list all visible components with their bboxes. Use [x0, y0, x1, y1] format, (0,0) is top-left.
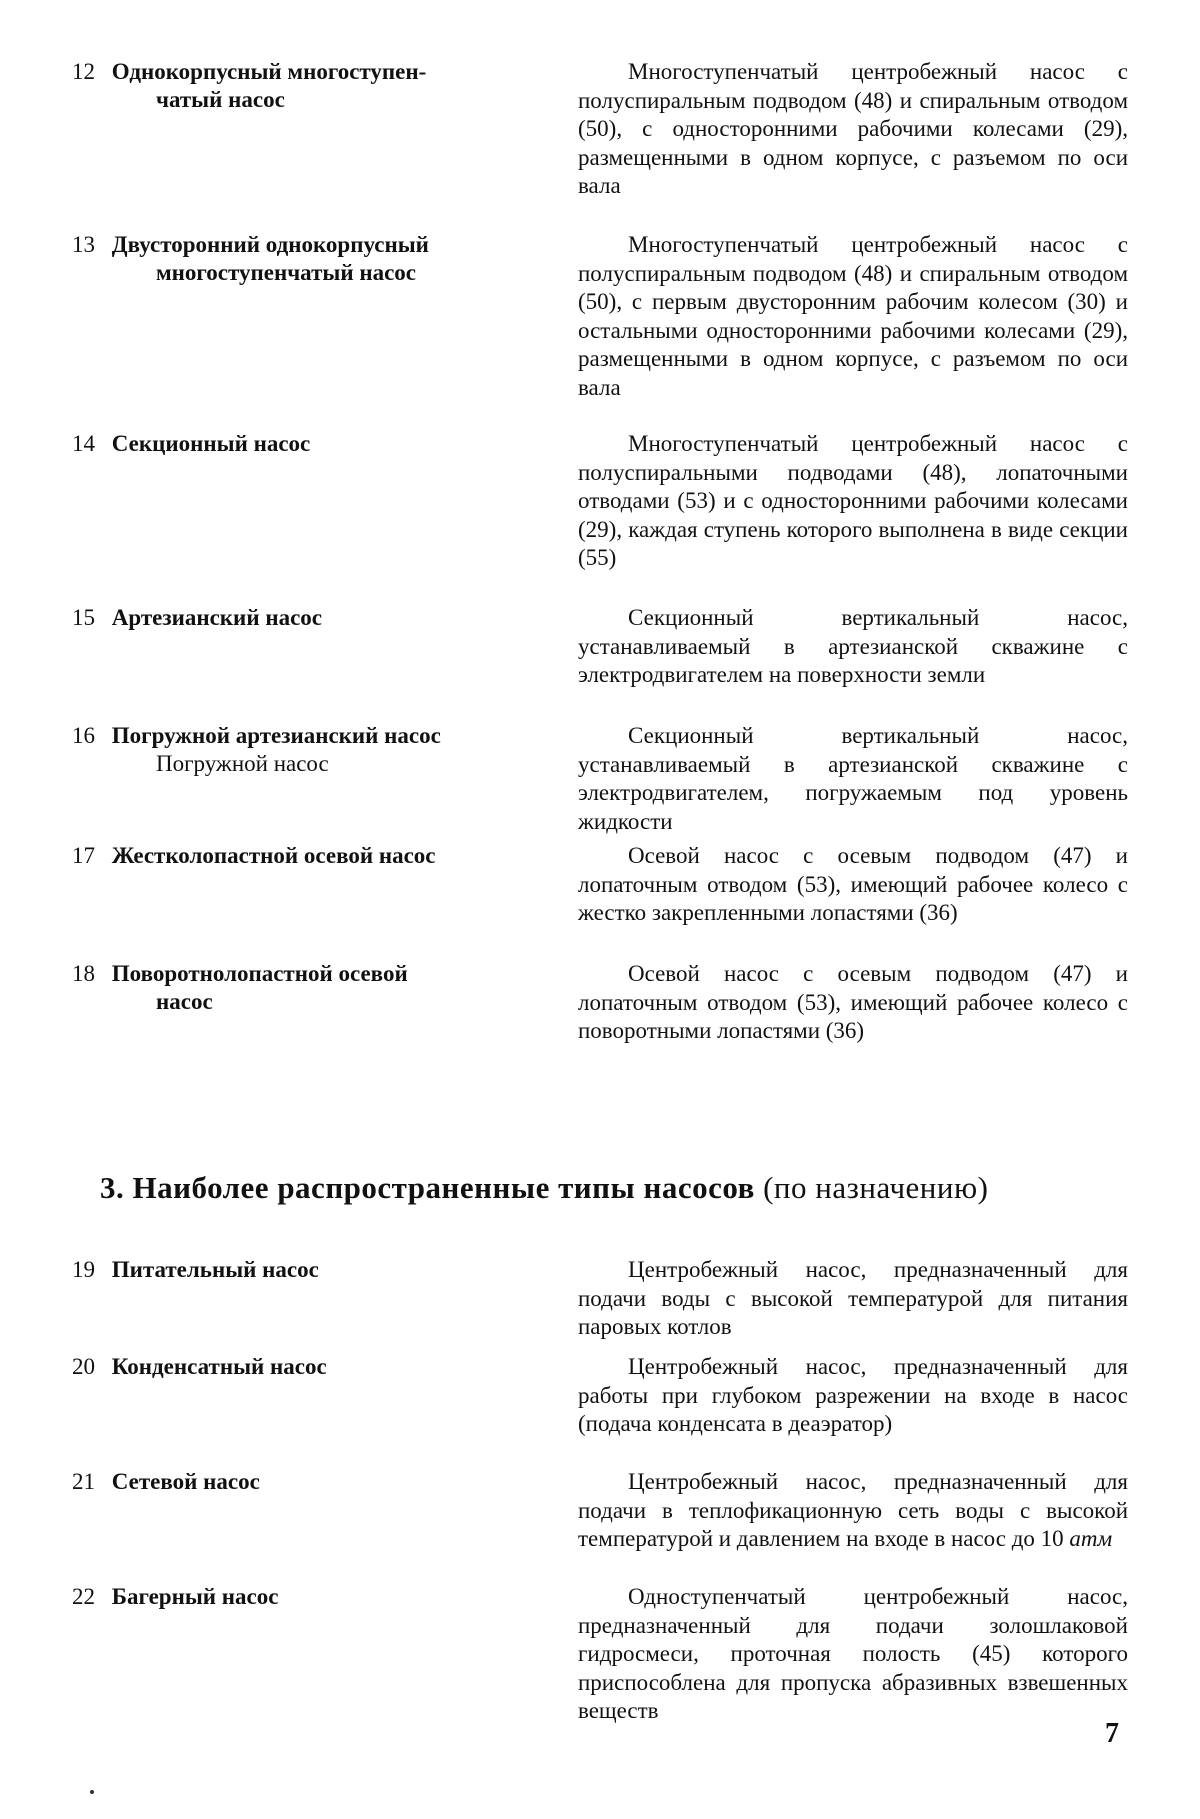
term	[72, 58, 552, 114]
term-line: Однокорпусный многоступен-	[112, 59, 427, 84]
definition: Осевой насос с осевым подводом (47) и лопаточным отводом (53), имеющий рабочее колесо с жестко закрепленными лопастями (36)	[578, 842, 1128, 928]
term-line: чатый насос	[72, 86, 552, 114]
term-line: Двусторонний однокорпусный	[112, 232, 429, 257]
definition: Секционный вертикальный насос, устанавливаемый в артезианской скважине с электродвигателем на поверхности земли	[578, 604, 1128, 690]
term-line: Конденсатный насос	[112, 1354, 327, 1379]
definition: Секционный вертикальный насос, устанавливаемый в артезианской скважине с электродвигателем, погружаемым под уровень жидкости	[578, 722, 1128, 836]
term	[72, 231, 552, 287]
definition: Многоступенчатый центробежный насос с полуспиральными подводами (48), лопаточными отводами (53) и с односторонними рабочими колесами (29), каждая ступень которого выполнена в виде секции (55)	[578, 430, 1128, 573]
definition-text: Центробежный насос, предназначенный для подачи в теплофикационную сеть воды с высокой температурой и давлением на входе в насос до 10	[578, 1469, 1128, 1551]
term	[72, 1256, 552, 1284]
definition: Одноступенчатый центробежный насос, предназначенный для подачи золошлаковой гидросмеси, проточная полость (45) которого приспособлена для пропуска абразивных взвешенных веществ	[578, 1583, 1128, 1726]
definition: Многоступенчатый центробежный насос с полуспиральным подводом (48) и спиральным отводом (50), с первым двусторонним рабочим колесом (30) и остальными односторонними рабочими колесами (29), размещенными в одном корпусе, с разъемом по оси вала	[578, 231, 1128, 402]
document-page	[0, 0, 1200, 1819]
term-line: Сетевой насос	[112, 1469, 260, 1494]
term	[72, 430, 552, 458]
definition: Центробежный насос, предназначенный для подачи воды с высокой температурой для питания паровых котлов	[578, 1256, 1128, 1342]
definition: Центробежный насос, предназначенный для работы при глубоком разрежении на входе в насос (подача конденсата в деаэратор)	[578, 1353, 1128, 1439]
section-number: 3.	[100, 1170, 124, 1205]
entry-number: 13	[72, 231, 106, 259]
definition: Многоступенчатый центробежный насос с полуспиральным подводом (48) и спиральным отводом (50), с односторонними рабочими колесами (29), размещенными в одном корпусе, с разъемом по оси вала	[578, 58, 1128, 201]
entry-number: 15	[72, 604, 106, 632]
entry-number: 12	[72, 58, 106, 86]
entry-number: 17	[72, 842, 106, 870]
unit-atm: атм	[1069, 1526, 1112, 1551]
term-synonym: Погружной насос	[72, 750, 552, 778]
term	[72, 722, 552, 778]
entry-number: 20	[72, 1353, 106, 1381]
scan-speck	[90, 1790, 94, 1794]
section-title-paren: (по назначению)	[763, 1170, 988, 1205]
section-heading	[100, 1170, 1140, 1206]
entry-number: 22	[72, 1583, 106, 1611]
term-line: Жестколопастной осевой насос	[112, 843, 436, 868]
definition	[578, 1468, 1128, 1554]
entry-number: 14	[72, 430, 106, 458]
term	[72, 1353, 552, 1381]
term-line: Багерный насос	[112, 1584, 279, 1609]
term-line: многоступенчатый насос	[72, 259, 552, 287]
term-line: Поворотнолопастной осевой	[112, 961, 408, 986]
section-title-text: Наиболее распространенные типы насосов	[133, 1170, 755, 1205]
term	[72, 604, 552, 632]
definition: Осевой насос с осевым подводом (47) и лопаточным отводом (53), имеющий рабочее колесо с поворотными лопастями (36)	[578, 960, 1128, 1046]
term	[72, 842, 552, 870]
entry-number: 21	[72, 1468, 106, 1496]
term-line: Погружной артезианский насос	[112, 723, 441, 748]
term	[72, 1583, 552, 1611]
term	[72, 960, 552, 1016]
entry-number: 19	[72, 1256, 106, 1284]
page-number: 7	[1105, 1718, 1119, 1750]
term-line: насос	[72, 988, 552, 1016]
term-line: Питательный насос	[112, 1257, 319, 1282]
entry-number: 18	[72, 960, 106, 988]
term-line: Артезианский насос	[112, 605, 322, 630]
term-line: Секционный насос	[112, 431, 311, 456]
entry-number: 16	[72, 722, 106, 750]
term	[72, 1468, 552, 1496]
